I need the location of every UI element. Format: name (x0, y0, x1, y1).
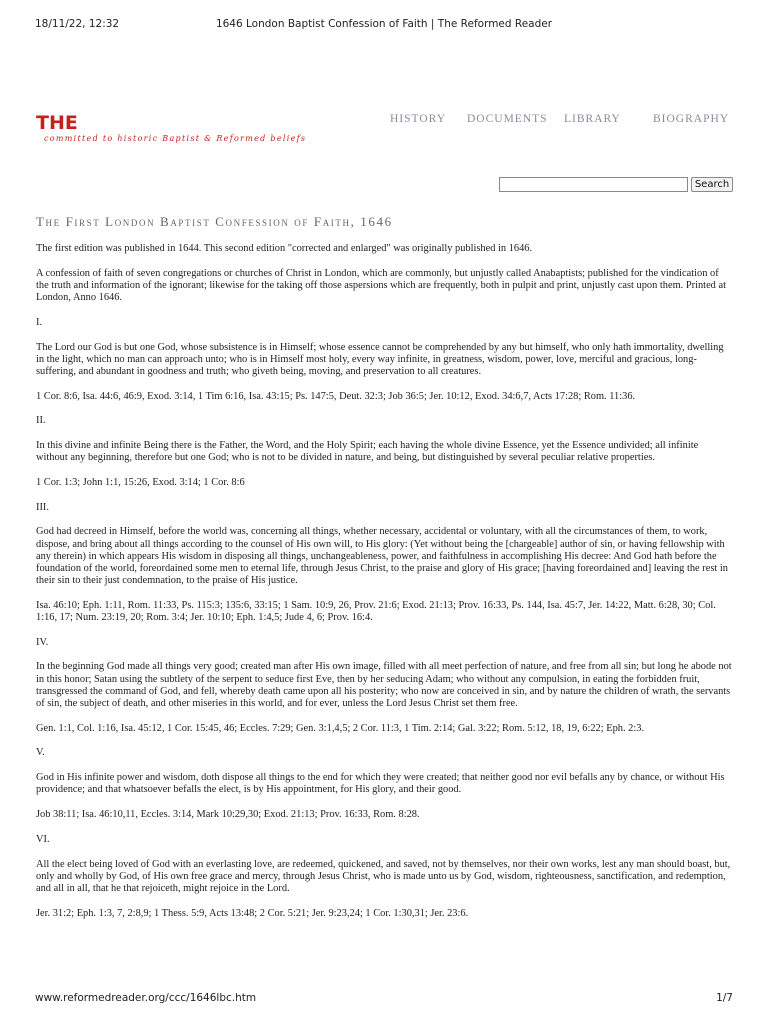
search-button[interactable]: Search (691, 177, 733, 192)
nav-library-link[interactable]: LIBRARY (564, 113, 621, 125)
print-page-title: 1646 London Baptist Confession of Faith | The Reformed Reader (215, 18, 553, 30)
article-number: I. (36, 316, 43, 328)
article-text: All the elect being loved of God with an everlasting love, are redeemed, quickened, and saved, not by themselves, nor their own works, lest any man should boast, but, only and wholly by God, of His own free grace and mercy, through Jesus Christ, who is made unto us by God, wisdom, righteousness, sanctification, and redemption, and all in all, that he that rejoiceth, might rejoice in the Lord. (36, 858, 731, 894)
scripture-references: 1 Cor. 8:6, Isa. 44:6, 46:9, Exod. 3:14, 1 Tim 6:16, Isa. 43:15; Ps. 147:5, Deut. 32:3; Job 36:5; Jer. 10:12, Exod. 34:6,7, Acts 17:28; Rom. 11:36. (36, 390, 636, 402)
article-number: V. (36, 747, 45, 759)
site-logo[interactable]: THE (36, 112, 78, 134)
intro-paragraph: A confession of faith of seven congregations or churches of Christ in London, which are commonly, but unjustly called Anabaptists; published for the vindication of the truth and information of the ignorant; likewise for the taking off those aspersions which are frequently, both in pulpit and print, unjustly cast upon them. Printed at London, Anno 1646. (36, 267, 726, 304)
article-number: III. (36, 501, 49, 513)
article-number: II. (36, 415, 46, 427)
site-tagline: committed to historic Baptist & Reformed beliefs (44, 134, 307, 143)
document-body (36, 243, 732, 932)
intro-paragraph: The first edition was published in 1644. This second edition "corrected and enlarged" was originally published in 1646. (36, 243, 533, 254)
article-text: In the beginning God made all things very good; created man after His own image, filled with all meet perfection of nature, and free from all sin; but long he abode not in this honor; Satan using the subtlety of the serpent to seduce first Eve, then by her seducing Adam; who without any compulsion, in eating the forbidden fruit, transgressed the command of God, and fell, whereby death came upon all his posterity; who now are conceived in sin, and by nature the children of wrath, the servants of sin, the subject of death, and other miseries in this world, and for ever, unless the Lord Jesus Christ set them free. (36, 661, 732, 710)
print-url: www.reformedreader.org/ccc/1646lbc.htm (35, 992, 257, 1004)
article-number: VI. (36, 833, 50, 845)
article-text: In this divine and infinite Being there is the Father, the Word, and the Holy Spirit; each having the whole divine Essence, yet the Essence undivided; all infinite without any beginning, therefore but one God; who is not to be divided in nature, and being, but distinguished by several peculiar relative properties. (36, 440, 699, 464)
main-nav (0, 113, 768, 129)
nav-biography-link[interactable]: BIOGRAPHY (653, 113, 730, 125)
nav-history-link[interactable]: HISTORY (390, 113, 446, 125)
scripture-references: 1 Cor. 1:3; John 1:1, 15:26, Exod. 3:14; 1 Cor. 8:6 (36, 476, 245, 488)
nav-documents-link[interactable]: DOCUMENTS (467, 113, 548, 125)
article-text: God had decreed in Himself, before the world was, concerning all things, whether necessary, accidental or voluntary, with all the circumstances of them, to work, dispose, and bring about all things according to the counsel of His own will, to His glory: (Yet without being the [chargeable] author of sin, or having fellowship with any therein) in which appears His wisdom in disposing all things, unchangeableness, power, and faithfulness in accomplishing His decree: And God hath before the foundation of the world, foreordained some men to eternal life, through Jesus Christ, to the praise and glory of His grace; [having foreordained and] leaving the rest in their sin to their just condemnation, to the praise of His justice. (36, 526, 728, 587)
print-datetime: 18/11/22, 12:32 (35, 18, 120, 30)
article-text: The Lord our God is but one God, whose subsistence is in Himself; whose essence cannot be comprehended by any but himself, who only hath immortality, dwelling in the light, which no man can approach unto; who is in Himself most holy, every way infinite, in greatness, wisdom, power, love, merciful and gracious, long-suffering, and abundant in goodness and truth; who giveth being, moving, and preservation to all creatures. (36, 341, 724, 377)
search-input[interactable] (499, 177, 688, 192)
scripture-references: Gen. 1:1, Col. 1:16, Isa. 45:12, 1 Cor. 15:45, 46; Eccles. 7:29; Gen. 3:1,4,5; 2 Cor. 11:3, 1 Tim. 2:14; Gal. 3:22; Rom. 5:12, 18, 19, 6:22; Eph. 2:3. (36, 722, 645, 734)
print-page-number: 1/7 (716, 992, 733, 1004)
scripture-references: Job 38:11; Isa. 46:10,11, Eccles. 3:14, Mark 10:29,30; Exod. 21:13; Prov. 16:33, Rom. 8:28. (36, 809, 420, 821)
scripture-references: Jer. 31:2; Eph. 1:3, 7, 2:8,9; 1 Thess. 5:9, Acts 13:48; 2 Cor. 5:21; Jer. 9:23,24; 1 Cor. 1:30,31; Jer. 23:6. (36, 907, 469, 919)
article-number: IV. (36, 636, 49, 648)
scripture-references: Isa. 46:10; Eph. 1:11, Rom. 11:33, Ps. 115:3; 135:6, 33:15; 1 Sam. 10:9, 26, Prov. 21:6; Exod. 21:13; Prov. 16:33, Ps. 144, Isa. 45:7, Jer. 14:22, Matt. 6:28, 30; Col. 1:16, 17; Num. 23:19, 20; Rom. 3:4; Jer. 10:10; Eph. 1:4,5; Jude 4, 6; Prov. 16:4. (36, 599, 716, 624)
document-title: The First London Baptist Confession of Faith, 1646 (36, 214, 393, 229)
article-text: God in His infinite power and wisdom, doth dispose all things to the end for which they were created; that neither good nor evil befalls any by chance, or without His providence; and that whatsoever befalls the elect, is by His appointment, for His glory, and their good. (36, 772, 725, 796)
